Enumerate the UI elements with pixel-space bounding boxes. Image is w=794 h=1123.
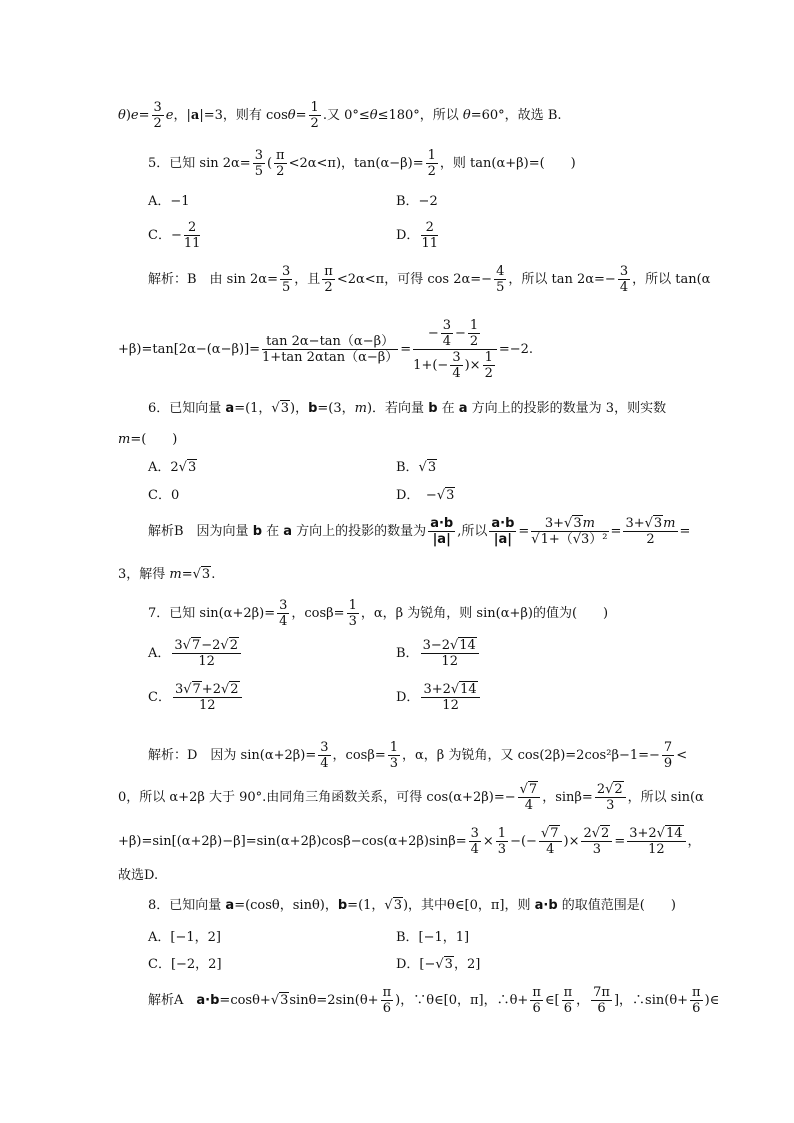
- q8-option-d: D．[−√3，2]: [396, 957, 481, 972]
- q5-solution-1: 解析：B 由 sin 2α= $\frac{3}{5}$ ，且 $\frac{\pi}{2}$ <2α<π，可得 cos 2α=− $\frac{4}{5}$ ，所以 tan 2α=− $\frac{3}{4}$ ，所以 tan(α: [148, 264, 711, 295]
- prev-solution-tail: θ)e= $\frac{3}{2}$ e，|a|=3，则有 cosθ= $\frac{1}{2}$ .又 0°≤θ≤180°，所以 θ=60°，故选 B.: [118, 100, 562, 131]
- q7-option-b: B． $\frac{3-2√14}{12}$: [396, 638, 481, 669]
- q5-stem: 5．已知 sin 2α= $\frac{3}{5}$ ( $\frac{\pi}{2}$ <2α<π)，tan(α−β)= $\frac{1}{2}$ ，则 tan(α+β)=( ): [148, 148, 576, 179]
- q7-solution-3: +β)=sin[(α+2β)−β]=sin(α+2β)cosβ−cos(α+2β)sinβ= $\frac{3}{4}$ × $\frac{1}{3}$ −(− $\frac{√7}{4}$ )× $\frac{2√2}{3}$ = $\frac{3+2√14}{12}$ ，: [118, 826, 701, 857]
- q8-option-c: C．[−2，2]: [148, 957, 222, 972]
- q6-solution-1: 解析B 因为向量 b 在 a 方向上的投影的数量为 $\frac{a\cdot b}{|a|}$ ,所以 $\frac{a\cdot b}{|a|}$ = $\frac{3+√3m}{\text{√1+（√3）²}}$ = $\frac{3+√3m}{2}$ =: [148, 516, 691, 547]
- q7-solution-1: 解析：D 因为 sin(α+2β)= $\frac{3}{4}$ ，cosβ= $\frac{1}{3}$ ，α，β 为锐角，又 cos(2β)=2cos²β−1=− $\frac{7}{9}$ <: [148, 740, 688, 771]
- q7-solution-2: 0，所以 α+2β 大于 90°.由同角三角函数关系，可得 cos(α+2β)=− $\frac{√7}{4}$ ，sinβ= $\frac{2√2}{3}$ ，所以 sin(α: [118, 782, 704, 813]
- q6-stem-2: m=( ): [118, 432, 178, 447]
- q7-stem: 7．已知 sin(α+2β)= $\frac{3}{4}$ ，cosβ= $\frac{1}{3}$ ，α，β 为锐角，则 sin(α+β)的值为( ): [148, 598, 609, 629]
- q6-option-b: B．√3: [396, 460, 437, 475]
- q7-option-a: A． $\frac{3√7-2√2}{12}$: [148, 638, 243, 669]
- q8-option-a: A．[−1，2]: [148, 930, 221, 945]
- q6-solution-2: 3，解得 m=√3.: [118, 567, 216, 582]
- q6-option-d: D． −√3: [396, 488, 455, 503]
- q5-option-b: B．−2: [396, 194, 438, 209]
- q5-option-c: C．− $\frac{2}{11}$: [148, 220, 201, 251]
- q7-option-d: D． $\frac{3+2√14}{12}$: [396, 682, 482, 713]
- q6-option-a: A．2√3: [148, 460, 197, 475]
- q5-option-d: D． $\frac{2}{11}$: [396, 220, 438, 251]
- q7-option-c: C． $\frac{3√7+2√2}{12}$: [148, 682, 244, 713]
- q8-solution-1: 解析A a·b=cosθ+√3sinθ=2sin(θ+ $\frac{\pi}{6}$ )，∵θ∈[0，π]，∴θ+ $\frac{\pi}{6}$ ∈[ $\frac{\pi}{6}$ ， $\frac{7\pi}{6}$ ]，∴sin(θ+ $\frac{\pi}{6}$ )∈: [148, 985, 720, 1016]
- q7-solution-4: 故选D.: [118, 868, 159, 883]
- q5-option-a: A．−1: [148, 194, 190, 209]
- q8-option-b: B．[−1，1]: [396, 930, 470, 945]
- q5-solution-2: +β)=tan[2α−(α−β)]= $\frac{\tan 2\alpha-\tan(\alpha-\beta)}{1+\tan 2\alpha\tan(\alpha-\beta)}$ = − $\frac{3}{4}$ − $\frac{1}{2}$ 1+(− $\frac{3}{4}$ )× $\frac{1}{2}$ =−2.: [118, 318, 534, 381]
- q8-stem: 8．已知向量 a=(cosθ，sinθ)，b=(1，√3)，其中θ∈[0，π]，则 a·b 的取值范围是( ): [148, 898, 676, 913]
- q6-option-c: C．0: [148, 488, 180, 503]
- q6-stem-1: 6．已知向量 a=(1，√3)，b=(3，m)．若向量 b 在 a 方向上的投影的数量为 3，则实数: [148, 401, 667, 416]
